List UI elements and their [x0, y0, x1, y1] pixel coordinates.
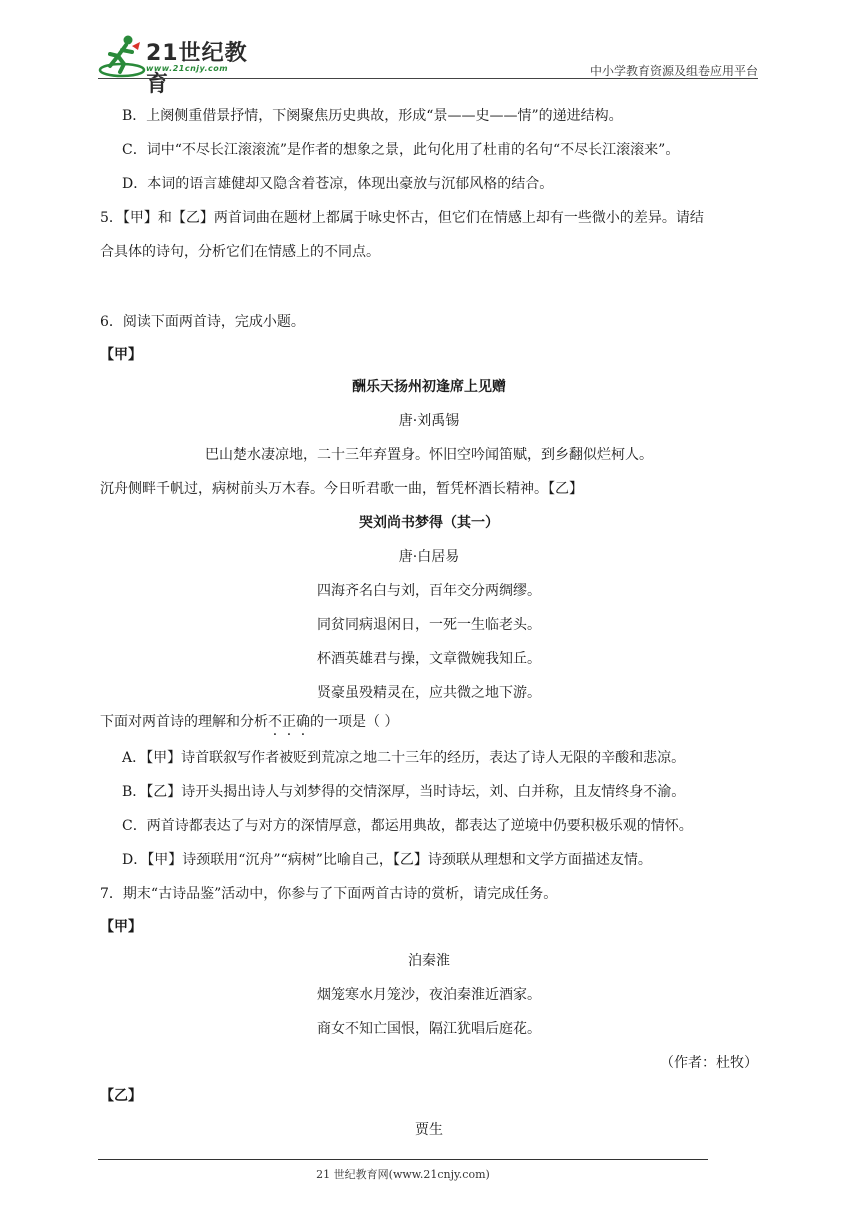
q6-poem2-title: 哭刘尚书梦得（其一） [359, 515, 499, 531]
runner-icon [98, 34, 146, 78]
q6-question-post: 的一项是（ ） [310, 714, 399, 730]
site-logo[interactable] [98, 34, 268, 97]
q6-label-jia: 【甲】 [100, 347, 142, 363]
q6-option-c: C．两首诗都表达了与对方的深情厚意，都运用典故，都表达了逆境中仍要积极乐观的情怀。 [122, 818, 693, 834]
logo-url: www.21cnjy.com [146, 64, 229, 73]
q6-question-pre: 下面对两首诗的理解和分析 [100, 714, 268, 730]
emphasis-char: 不 [268, 714, 282, 730]
q6-poem1-line2: 沉舟侧畔千帆过，病树前头万木春。今日听君歌一曲，暂凭杯酒长精神。【乙】 [100, 481, 583, 497]
emphasis-char: 确 [296, 714, 310, 730]
q6-option-d: D．【甲】诗颈联用“沉舟”“病树”比喻自己，【乙】诗颈联从理想和文学方面描述友情。 [122, 852, 652, 868]
q7-stem: 7．期末“古诗品鉴”活动中，你参与了下面两首古诗的赏析，请完成任务。 [100, 886, 558, 902]
q5-stem-line1: 5．【甲】和【乙】两首词曲在题材上都属于咏史怀古，但它们在情感上却有一些微小的差异。请结 [100, 210, 704, 226]
q7-poem1-line2: 商女不知亡国恨，隔江犹唱后庭花。 [317, 1021, 541, 1037]
header-divider [98, 78, 758, 79]
q6-option-b: B．【乙】诗开头揭出诗人与刘梦得的交情深厚，当时诗坛，刘、白并称，且友情终身不渝。 [122, 784, 686, 800]
q6-stem: 6．阅读下面两首诗，完成小题。 [100, 314, 305, 330]
footer-link[interactable]: 21 世纪教育网(www.21cnjy.com) [316, 1168, 490, 1181]
q4-option-d: D．本词的语言雄健却又隐含着苍凉，体现出豪放与沉郁风格的结合。 [122, 176, 554, 192]
q7-poem1-line1: 烟笼寒水月笼沙，夜泊秦淮近酒家。 [317, 987, 541, 1003]
q6-poem1-author: 唐·刘禹锡 [398, 413, 460, 429]
platform-title: 中小学教育资源及组卷应用平台 [589, 64, 758, 78]
q6-option-a: A．【甲】诗首联叙写作者被贬到荒凉之地二十三年的经历，表达了诗人无限的辛酸和悲凉。 [122, 750, 686, 766]
q6-poem1-title: 酬乐天扬州初逢席上见赠 [352, 379, 506, 395]
q7-poem1-title: 泊秦淮 [408, 953, 450, 969]
q6-poem1-line1: 巴山楚水凄凉地，二十三年弃置身。怀旧空吟闻笛赋，到乡翻似烂柯人。 [205, 447, 653, 463]
q6-poem2-line: 同贫同病退闲日，一死一生临老头。 [317, 617, 541, 633]
q7-label-yi: 【乙】 [100, 1088, 142, 1104]
logo-text: 21世纪教育 [146, 41, 248, 97]
q6-poem2-line: 四海齐名白与刘，百年交分两绸缪。 [317, 583, 541, 599]
q4-option-c: C．词中“不尽长江滚滚流”是作者的想象之景，此句化用了杜甫的名句“不尽长江滚滚来”。 [122, 142, 680, 158]
q6-poem2-line: 贤豪虽殁精灵在，应共微之地下游。 [317, 685, 541, 701]
q6-poem2-author: 唐·白居易 [398, 549, 460, 565]
page-header [98, 34, 758, 97]
emphasis-char: 正 [282, 714, 296, 730]
footer-divider [98, 1159, 708, 1160]
q6-question [100, 713, 398, 731]
q5-stem-line2: 合具体的诗句，分析它们在情感上的不同点。 [100, 244, 380, 260]
q7-label-jia: 【甲】 [100, 919, 142, 935]
q4-option-b: B．上阕侧重借景抒情，下阕聚焦历史典故，形成“景——史——情”的递进结构。 [122, 108, 623, 124]
q7-poem2-title: 贾生 [415, 1122, 443, 1138]
q6-poem2-line: 杯酒英雄君与操，文章微婉我知丘。 [317, 651, 541, 667]
q7-poem1-author: （作者：杜牧） [660, 1055, 758, 1071]
